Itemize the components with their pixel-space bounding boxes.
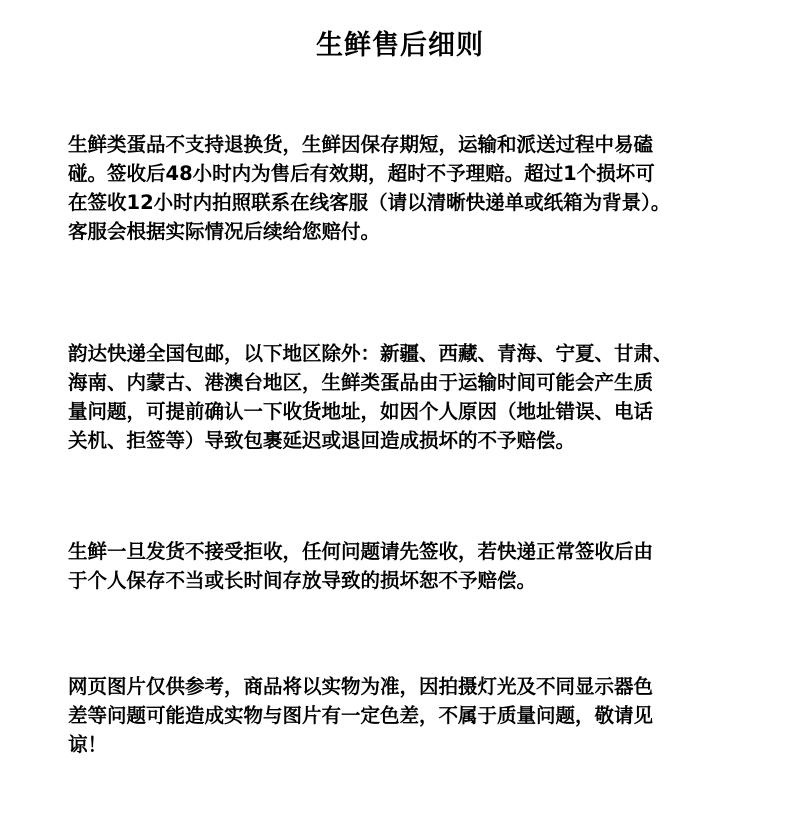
paragraph-line: 差等问题可能造成实物与图片有一定色差，不属于质量问题，敬请见 <box>68 704 654 727</box>
page-title: 生鲜售后细则 <box>316 30 484 61</box>
paragraph-line: 客服会根据实际情况后续给您赔付。 <box>68 220 381 243</box>
paragraph-line: 在签收12小时内拍照联系在线客服（请以清晰快递单或纸箱为背景）。 <box>68 191 671 214</box>
paragraph-line: 韵达快递全国包邮，以下地区除外：新疆、西藏、青海、宁夏、甘肃、 <box>68 342 673 365</box>
paragraph-line: 谅！ <box>68 733 108 756</box>
paragraph-line: 碰。签收后48小时内为售后有效期，超时不予理赔。超过1个损坏可 <box>68 162 655 185</box>
paragraph-line: 生鲜一旦发货不接受拒收，任何问题请先签收，若快递正常签收后由 <box>68 540 654 563</box>
paragraph-image-disclaimer <box>68 672 736 759</box>
paragraph-line: 关机、拒签等）导致包裹延迟或退回造成损坏的不予赔偿。 <box>68 429 576 452</box>
paragraph-no-return-policy <box>68 130 736 246</box>
paragraph-line: 于个人保存不当或长时间存放导致的损坏恕不予赔偿。 <box>68 569 537 592</box>
paragraph-line: 生鲜类蛋品不支持退换货，生鲜因保存期短，运输和派送过程中易磕 <box>68 133 654 156</box>
paragraph-shipping-policy <box>68 339 736 455</box>
paragraph-line: 量问题，可提前确认一下收货地址，如因个人原因（地址错误、电话 <box>68 400 654 423</box>
paragraph-line: 海南、内蒙古、港澳台地区，生鲜类蛋品由于运输时间可能会产生质 <box>68 371 654 394</box>
paragraph-line: 网页图片仅供参考，商品将以实物为准，因拍摄灯光及不同显示器色 <box>68 675 654 698</box>
paragraph-refusal-policy <box>68 537 736 595</box>
